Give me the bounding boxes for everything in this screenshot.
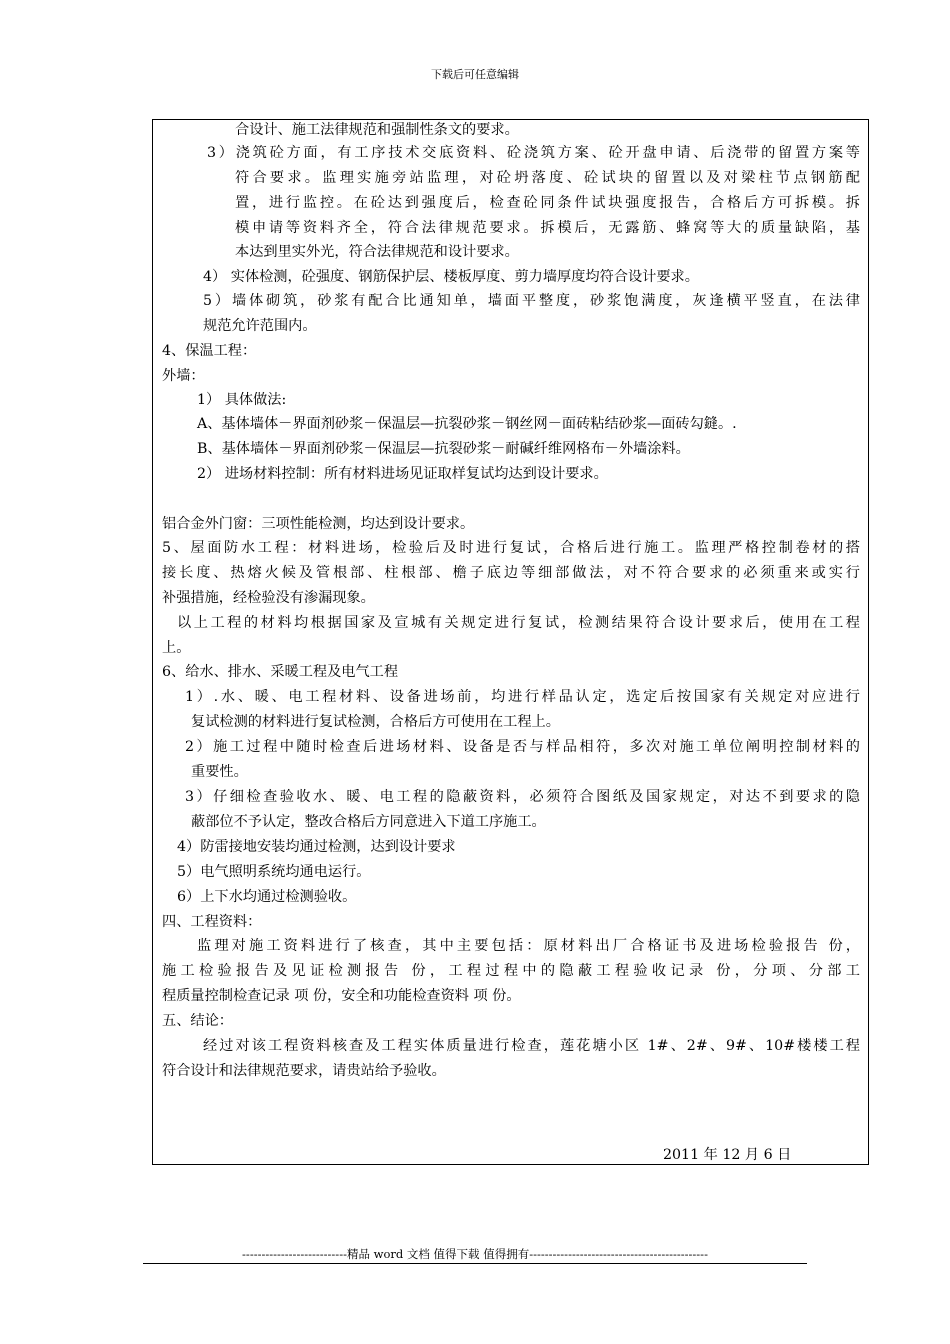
- body-line: 程质量控制检查记录 项 份，安全和功能检查资料 项 份。: [162, 988, 521, 1004]
- body-line: 重要性。: [191, 764, 248, 780]
- body-line: 6）上下水均通过检测验收。: [177, 889, 357, 905]
- body-line: 复试检测的材料进行复试检测，合格后方可使用在工程上。: [191, 714, 560, 730]
- body-line: 规范允许范围内。: [203, 318, 317, 334]
- body-line: 施工检验报告及见证检测报告 份，工程过程中的隐蔽工程验收记录 份，分项、分部工: [162, 963, 860, 979]
- header-note: 下载后可任意编辑: [431, 68, 519, 81]
- body-line: A、基体墙体－界面剂砂浆－保温层—抗裂砂浆－钢丝网－面砖粘结砂浆—面砖勾鏠。.: [197, 416, 737, 432]
- body-line: 2）施工过程中随时检查后进场材料、设备是否与样品相符，多次对施工单位阐明控制材料的: [185, 739, 860, 755]
- body-line: 4）防雷接地安装均通过检测，达到设计要求: [177, 839, 456, 855]
- signature-date: 2011 年 12 月 6 日: [663, 1147, 792, 1163]
- body-line: 上。: [162, 640, 191, 656]
- body-line: 外墙：: [162, 368, 205, 384]
- body-line: 5）墙体砌筑，砂浆有配合比通知单，墙面平整度，砂浆饱满度，灰逢横平竖直，在法律: [203, 293, 860, 309]
- body-line: 2） 进场材料控制：所有材料进场见证取样复试均达到设计要求。: [197, 466, 608, 482]
- body-line: 1）.水、暖、电工程材料、设备进场前，均进行样品认定，选定后按国家有关规定对应进行: [185, 689, 860, 705]
- footer-rule: [143, 1263, 807, 1264]
- footer-text: ---------------------------精品 word 文档 值得下载 值得拥有----------------------------------------------: [242, 1247, 708, 1261]
- body-line: 5）电气照明系统均通电运行。: [177, 864, 371, 880]
- body-line: 5、屋面防水工程：材料进场，检验后及时进行复试，合格后进行施工。监理严格控制卷材的搭: [162, 540, 860, 556]
- body-line: 经过对该工程资料核查及工程实体质量进行检查，莲花塘小区 1#、2#、9#、10#楼楼工程: [203, 1038, 860, 1054]
- body-line: 模申请等资料齐全，符合法律规范要求。拆模后，无露筋、蜂窝等大的质量缺陷，基: [235, 220, 860, 236]
- body-line: 本达到里实外光，符合法律规范和设计要求。: [235, 244, 519, 260]
- body-line: 3）仔细检查验收水、暖、电工程的隐蔽资料，必须符合图纸及国家规定，对达不到要求的隐: [185, 789, 860, 805]
- body-line: 置，进行监控。在砼达到强度后，检查砼同条件试块强度报告，合格后方可拆模。拆: [235, 195, 860, 211]
- body-line: 五、结论：: [162, 1013, 233, 1029]
- body-line: 蔽部位不予认定，整改合格后方同意进入下道工序施工。: [191, 814, 546, 830]
- body-line: 符合设计和法律规范要求，请贵站给予验收。: [162, 1063, 446, 1079]
- body-line: 6、给水、排水、采暖工程及电气工程: [162, 664, 399, 680]
- body-line: 4、保温工程：: [162, 343, 257, 359]
- body-line: 以上工程的材料均根据国家及宣城有关规定进行复试，检测结果符合设计要求后，使用在工程: [177, 615, 860, 631]
- body-line: 接长度、热熔火候及管根部、柱根部、檐子底边等细部做法，对不符合要求的必须重来或实行: [162, 565, 860, 581]
- body-line: 3）浇筑砼方面，有工序技术交底资料、砼浇筑方案、砼开盘申请、后浇带的留置方案等: [207, 145, 860, 161]
- body-line: 4） 实体检测，砼强度、钢筋保护层、楼板厚度、剪力墙厚度均符合设计要求。: [203, 269, 699, 285]
- body-line: 铝合金外门窗：三项性能检测，均达到设计要求。: [162, 516, 475, 532]
- body-line: 四、工程资料：: [162, 914, 262, 930]
- body-line: 合设计、施工法律规范和强制性条文的要求。: [235, 122, 519, 138]
- body-line: 1） 具体做法:: [197, 392, 287, 408]
- body-line: 监理对施工资料进行了核查，其中主要包括：原材料出厂合格证书及进场检验报告 份，: [197, 938, 860, 954]
- body-line: 补强措施，经检验没有渗漏现象。: [162, 590, 375, 606]
- body-line: B、基体墙体－界面剂砂浆－保温层—抗裂砂浆－耐碱纤维网格布－外墙涂料。: [197, 441, 690, 457]
- body-line: 符合要求。监理实施旁站监理，对砼坍落度、砼试块的留置以及对梁柱节点钢筋配: [235, 170, 860, 186]
